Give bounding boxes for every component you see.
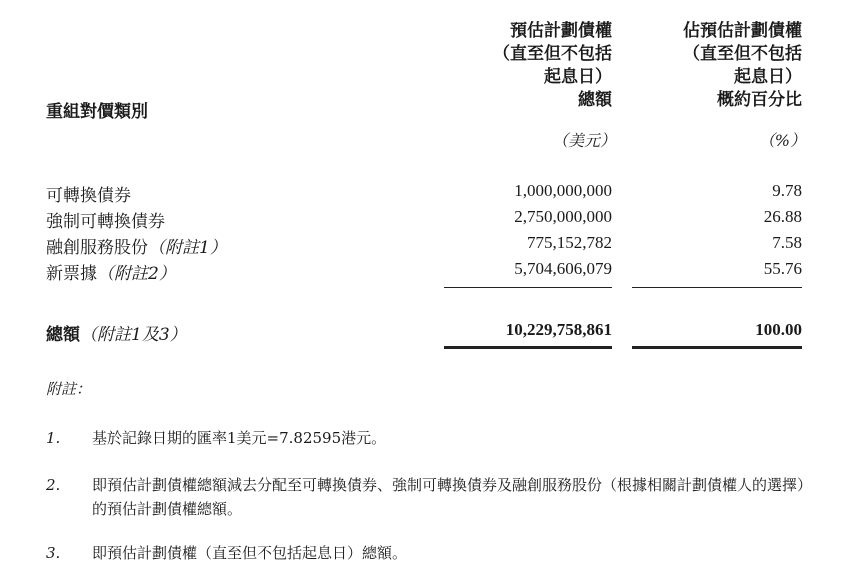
col1-header-line: （直至但不包括 <box>493 44 612 64</box>
total-label <box>46 320 187 345</box>
note-text: 即預估計劃債權總額減去分配至可轉換債券、強制可轉換債券及融創服務股份（根據相關計劃債權人的選擇）的預估計劃債權總額。 <box>92 476 813 518</box>
row-amount: 775,152,782 <box>527 233 612 252</box>
note-number: 2. <box>46 476 61 494</box>
col1-header-line: 預估計劃債權 <box>510 21 612 41</box>
row-label-text: 強制可轉換債券 <box>46 212 165 232</box>
category-header: 重組對價類別 <box>46 102 148 122</box>
total-label-text: 總額 <box>46 325 80 345</box>
total-rule <box>444 346 612 349</box>
col1-unit: （美元） <box>551 131 616 150</box>
row-percent: 26.88 <box>763 207 802 226</box>
col2-header-line: 佔預估計劃債權 <box>683 21 802 41</box>
row-amount: 2,750,000,000 <box>514 207 612 226</box>
row-note-ref: （附註2） <box>97 264 176 284</box>
row-label-text: 新票據 <box>46 264 97 284</box>
row-label <box>46 233 227 258</box>
row-percent: 9.78 <box>772 181 802 200</box>
row-label-text: 融創服務股份 <box>46 238 148 258</box>
row-note-ref: （附註1） <box>148 238 227 258</box>
col2-header-line: 起息日） <box>734 67 802 87</box>
subtotal-rule <box>444 287 612 288</box>
col1-header-line: 總額 <box>578 90 612 110</box>
row-label-text: 可轉換債券 <box>46 186 131 206</box>
row-amount: 5,704,606,079 <box>514 259 612 278</box>
row-label <box>46 181 131 206</box>
col1-header <box>493 20 612 112</box>
total-note-ref: （附註1及3） <box>80 325 187 345</box>
col2-header-line: 概約百分比 <box>717 90 802 110</box>
row-percent: 55.76 <box>763 259 802 278</box>
notes-heading: 附註： <box>46 380 92 398</box>
col2-header-line: （直至但不包括 <box>683 44 802 64</box>
total-rule <box>632 346 802 349</box>
note-number: 1. <box>46 429 61 447</box>
note-text: 基於記錄日期的匯率1美元=7.82595港元。 <box>92 429 387 447</box>
total-amount: 10,229,758,861 <box>505 320 612 339</box>
note-text: 即預估計劃債權（直至但不包括起息日）總額。 <box>92 544 408 562</box>
row-percent: 7.58 <box>772 233 802 252</box>
col2-unit: （%） <box>758 131 806 150</box>
total-percent: 100.00 <box>755 320 802 339</box>
row-amount: 1,000,000,000 <box>514 181 612 200</box>
row-label <box>46 207 165 232</box>
subtotal-rule <box>632 287 802 288</box>
col2-header <box>683 20 802 112</box>
row-label <box>46 259 176 284</box>
col1-header-line: 起息日） <box>544 67 612 87</box>
note-number: 3. <box>46 544 61 562</box>
